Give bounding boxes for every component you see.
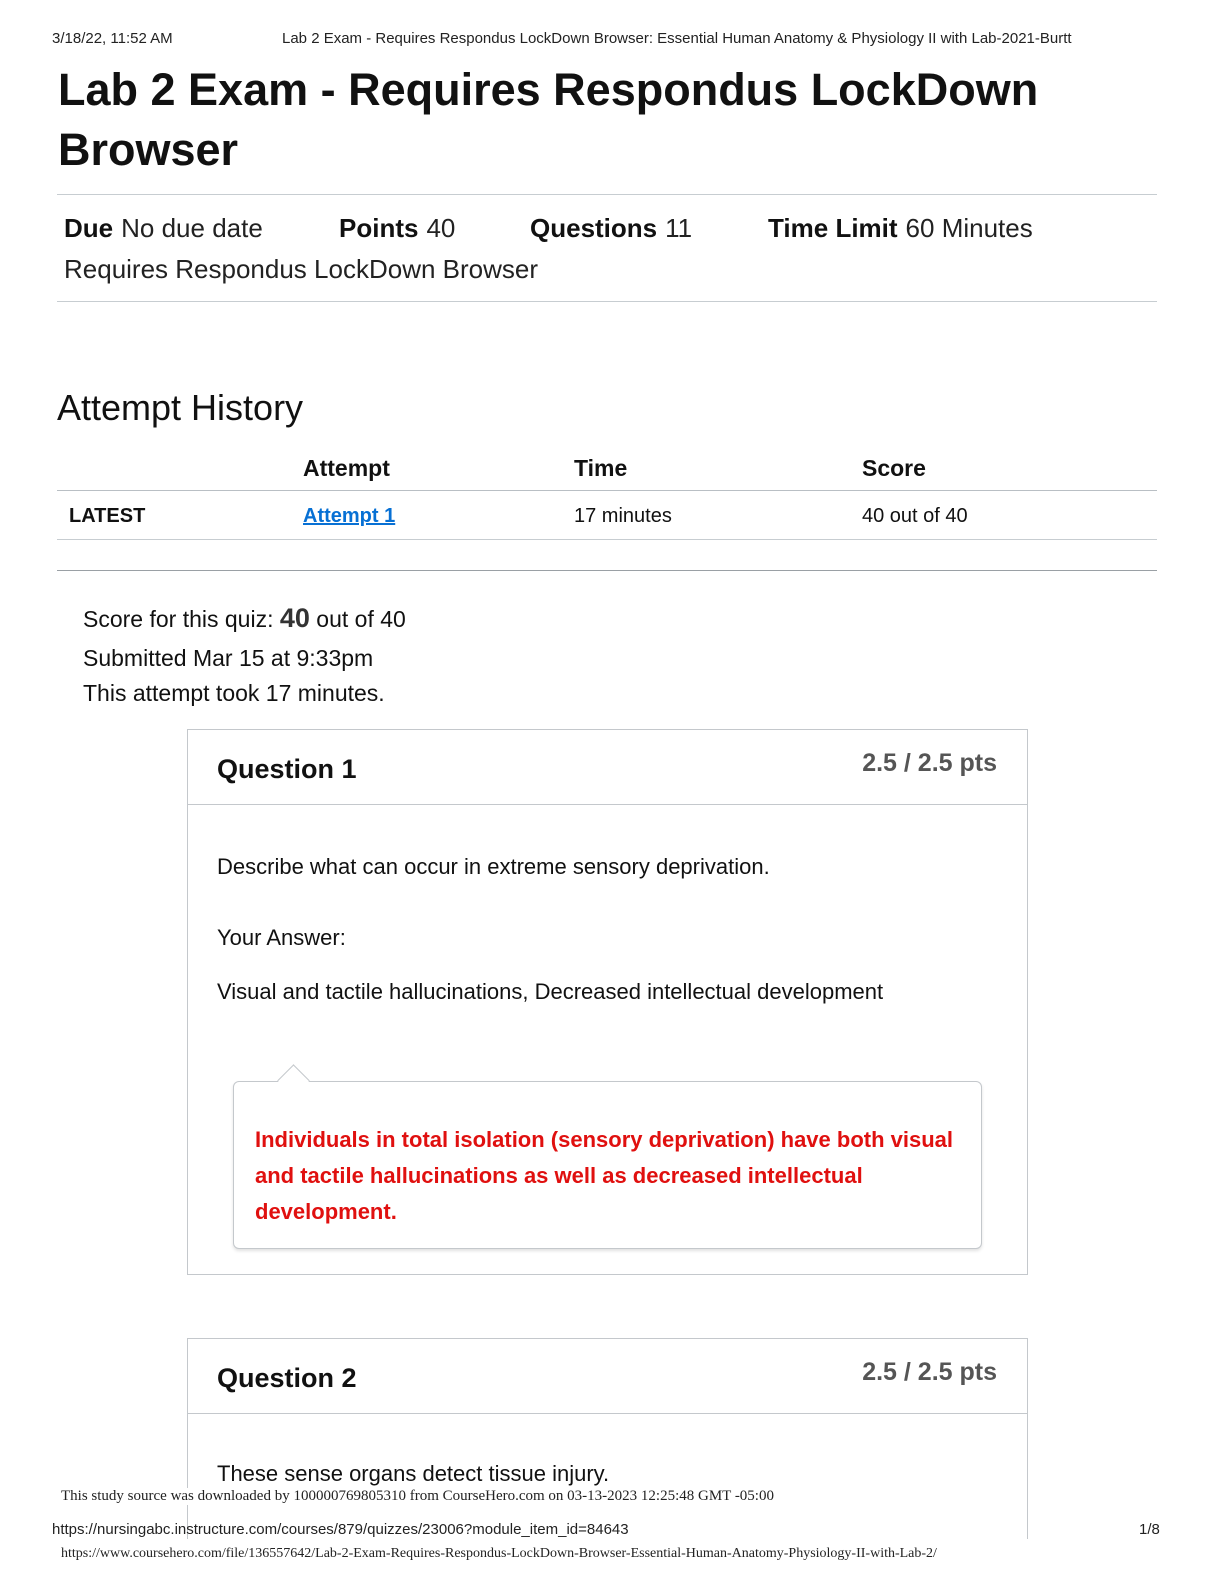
question-1-answer: Visual and tactile hallucinations, Decreased intellectual development [217, 979, 884, 1004]
time-limit-value: 60 Minutes [905, 213, 1033, 243]
column-header-time: Time [574, 455, 628, 481]
submitted-time: Submitted Mar 15 at 9:33pm [83, 645, 374, 671]
attempt-duration: This attempt took 17 minutes. [83, 680, 385, 706]
page-url: https://nursingabc.instructure.com/courses/879/quizzes/23006?module_item_id=84643 [52, 1521, 629, 1538]
question-1-points: 2.5 / 2.5 pts [862, 749, 997, 777]
question-2-text: These sense organs detect tissue injury. [217, 1461, 610, 1486]
question-1-title: Question 1 [217, 754, 357, 784]
lockdown-requirement: Requires Respondus LockDown Browser [64, 254, 539, 284]
score-prefix: Score for this quiz: [83, 606, 274, 632]
points-label: Points [339, 213, 419, 243]
quiz-score [83, 603, 406, 634]
questions-value: 11 [665, 213, 693, 243]
questions-label: Questions [530, 213, 658, 243]
source-url: https://www.coursehero.com/file/136557642/Lab-2-Exam-Requires-Respondus-LockDown-Browser-Essential-Human-Anatomy-Physiology-II-with-Lab-2/ [61, 1546, 937, 1561]
feedback-text: Individuals in total isolation (sensory deprivation) have both visual and tactile hallucinations as well as decreased intellectual development. [255, 1127, 954, 1224]
question-1-header [188, 730, 1027, 805]
table-row [303, 505, 395, 528]
your-answer-label: Your Answer: [217, 925, 346, 950]
question-2-card [187, 1338, 1028, 1539]
print-page-title: Lab 2 Exam - Requires Respondus LockDown Browser: Essential Human Anatomy & Physiology II with Lab-2021-Burtt [282, 30, 1072, 47]
divider [57, 301, 1157, 302]
score-value: 40 [279, 603, 310, 633]
attempt-score: 40 out of 40 [862, 505, 968, 527]
column-header-score: Score [862, 455, 926, 481]
table-row-divider [57, 539, 1157, 540]
due-value: No due date [121, 213, 263, 243]
attempt-history-heading: Attempt History [57, 387, 304, 428]
attempt-1-link[interactable]: Attempt 1 [303, 505, 396, 527]
time-limit-label: Time Limit [768, 213, 898, 243]
page-number: 1/8 [1139, 1521, 1160, 1538]
latest-label: LATEST [69, 505, 146, 527]
download-watermark: This study source was downloaded by 100000769805310 from CourseHero.com on 03-13-2023 12:25:48 GMT -05:00 [61, 1488, 778, 1505]
question-2-header [188, 1339, 1027, 1414]
question-1-feedback [233, 1081, 982, 1249]
questions-info [530, 213, 692, 244]
print-datetime: 3/18/22, 11:52 AM [52, 30, 173, 47]
question-2-points: 2.5 / 2.5 pts [862, 1358, 997, 1386]
due-label: Due [64, 213, 114, 243]
table-header-divider [57, 490, 1157, 491]
column-header-attempt: Attempt [303, 455, 390, 481]
page-title: Lab 2 Exam - Requires Respondus LockDown Browser [58, 64, 1039, 175]
points-value: 40 [426, 213, 456, 243]
divider [57, 194, 1157, 195]
question-1-text: Describe what can occur in extreme sensory deprivation. [217, 854, 770, 879]
due-info [64, 213, 263, 244]
attempt-time: 17 minutes [574, 505, 672, 527]
question-2-title: Question 2 [217, 1363, 357, 1393]
points-info [339, 213, 455, 244]
time-limit-info [768, 213, 1033, 244]
score-suffix: out of 40 [316, 606, 406, 632]
divider [57, 570, 1157, 571]
